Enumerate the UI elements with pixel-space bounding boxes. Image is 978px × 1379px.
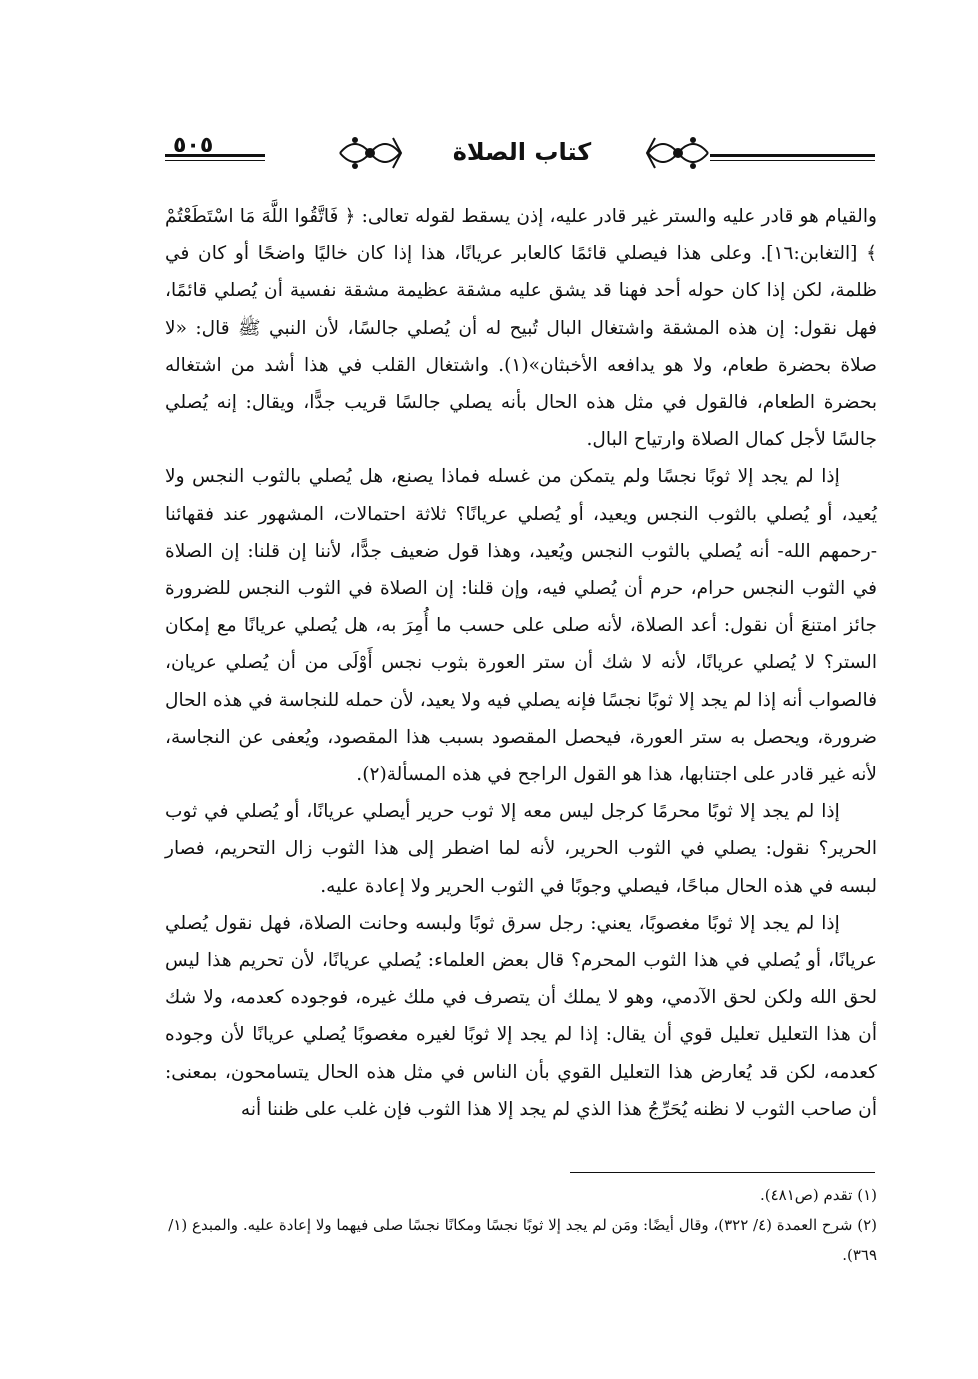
header-rule-left-thin [165,160,265,161]
paragraph: والقيام هو قادر عليه والستر غير قادر عليه، إذن يسقط لقوله تعالى: ﴿ فَاتَّقُوا اللَّهَ مَا اسْتَطَعْتُمْ ﴾ [التغابن:١٦]. وعلى هذا فيصلي قائمًا كالعابر عريانًا، هذا إذا كان خاليًا واضحًا أو كان في ظلمة، لكن إذا كان حوله أحد فهنا قد يشق عليه مشقة عظيمة مشقة نفسية أن يُصلي قائمًا، فهل نقول: إن هذه المشقة واشتغال البال تُبيح له أن يُصلي جالسًا، لأن النبي ﷺ قال: «لا صلاة بحضرة طعام، ولا هو يدافعه الأخبثان»(١). واشتغال القلب في هذا أشد من اشتغاله بحضرة الطعام، فالقول في مثل هذه الحال بأنه يصلي جالسًا قريب جدًّا، ويقال: إنه يُصلي جالسًا لأجل كمال الصلاة وارتياح البال. [165,206,877,451]
page-title: كتاب الصلاة [452,138,592,166]
paragraph: إذا لم يجد إلا ثوبًا محرمًا كرجل ليس معه إلا ثوب حرير أيصلي عريانًا، أو يُصلي في ثوب الحرير؟ نقول: يصلي في الثوب الحرير، لأنه لما اضطر إلى هذا الثوب زال التحريم، فصار لبسه في هذه الحال مباحًا، فيصلي وجوبًا في الثوب الحرير ولا إعادة عليه. [165,801,877,897]
footnotes [165,1180,877,1270]
header-rule-right-thin [710,160,875,161]
paragraph: إذا لم يجد إلا ثوبًا نجسًا ولم يتمكن من غسله فماذا يصنع، هل يُصلي بالثوب النجس ولا يُعيد، أو يُصلي بالثوب النجس ويعيد، أو يُصلي عريانًا؟ ثلاثة احتمالات، المشهور عند فقهائنا -رحمهم الله- أنه يُصلي بالثوب النجس ويُعيد، وهذا قول ضعيف جدًّا، لأننا إن قلنا: إن الصلاة في الثوب النجس حرام، حرم أن يُصلي فيه، وإن قلنا: إن الصلاة في الثوب النجس للضرورة جائز امتنعَ أن نقول: أعد الصلاة، لأنه صلى على حسب ما أُمِرَ به، هل يُصلي عريانًا مع إمكان الستر؟ لا يُصلي عريانًا، لأنه لا شك أن ستر العورة بثوب نجس أَوْلَى من أن يُصلي عريان، فالصواب أنه إذا لم يجد إلا ثوبًا نجسًا فإنه يصلي فيه ولا يعيد، لأن حمله للنجاسة في هذه الحال ضرورة، ويحصل به ستر العورة، فيحصل المقصود بسبب هذا المقصود، ويُعفى عن النجاسة، لأنه غير قادر على اجتنابها، هذا هو القول الراجح في هذه المسألة(٢). [165,466,877,786]
footnote-divider [570,1172,875,1173]
page-header [165,130,875,200]
paragraph: إذا لم يجد إلا ثوبًا مغصوبًا، يعني: رجل سرق ثوبًا ولبسه وحانت الصلاة، فهل نقول يُصلي عريانًا، أو يُصلي في هذا الثوب المحرم؟ قال بعض العلماء: يُصلي عريانًا، لأن تحريم هذا ليس لحق الله ولكن لحق الآدمي، وهو لا يملك أن يتصرف في ملك غيره، فوجوده كعدمه، ولا شك أن هذا التعليل تعليل قوي أن يقال: إذا لم يجد إلا ثوبًا لغيره مغصوبًا يُصلي عريانًا لأن وجوده كعدمه، لكن قد يُعارض هذا التعليل القوي بأن الناس في مثل هذه الحال يتسامحون، بمعنى: أن صاحب الثوب لا نظنه يُحَرِّجُ هذا الذي لم يجد إلا هذا الثوب فإن غلب على ظننا أنه [165,912,877,1120]
main-text [165,198,877,1128]
footnote: (١) تقدم (ص٤٨١). [759,1186,877,1204]
page-number: ٥٠٥ [173,133,214,158]
ornament-right-icon [643,130,713,176]
footnote: (٢) شرح العمدة (٤/ ٣٢٢)، وقال أيضًا: ومَن لم يجد إلا ثوبًا نجسًا ومكانًا نجسًا صلى فيهما ولا إعادة عليه. والمبدع (١/ ٣٦٩). [168,1216,877,1264]
header-rule-right [710,154,875,157]
ornament-left-icon [335,130,405,176]
